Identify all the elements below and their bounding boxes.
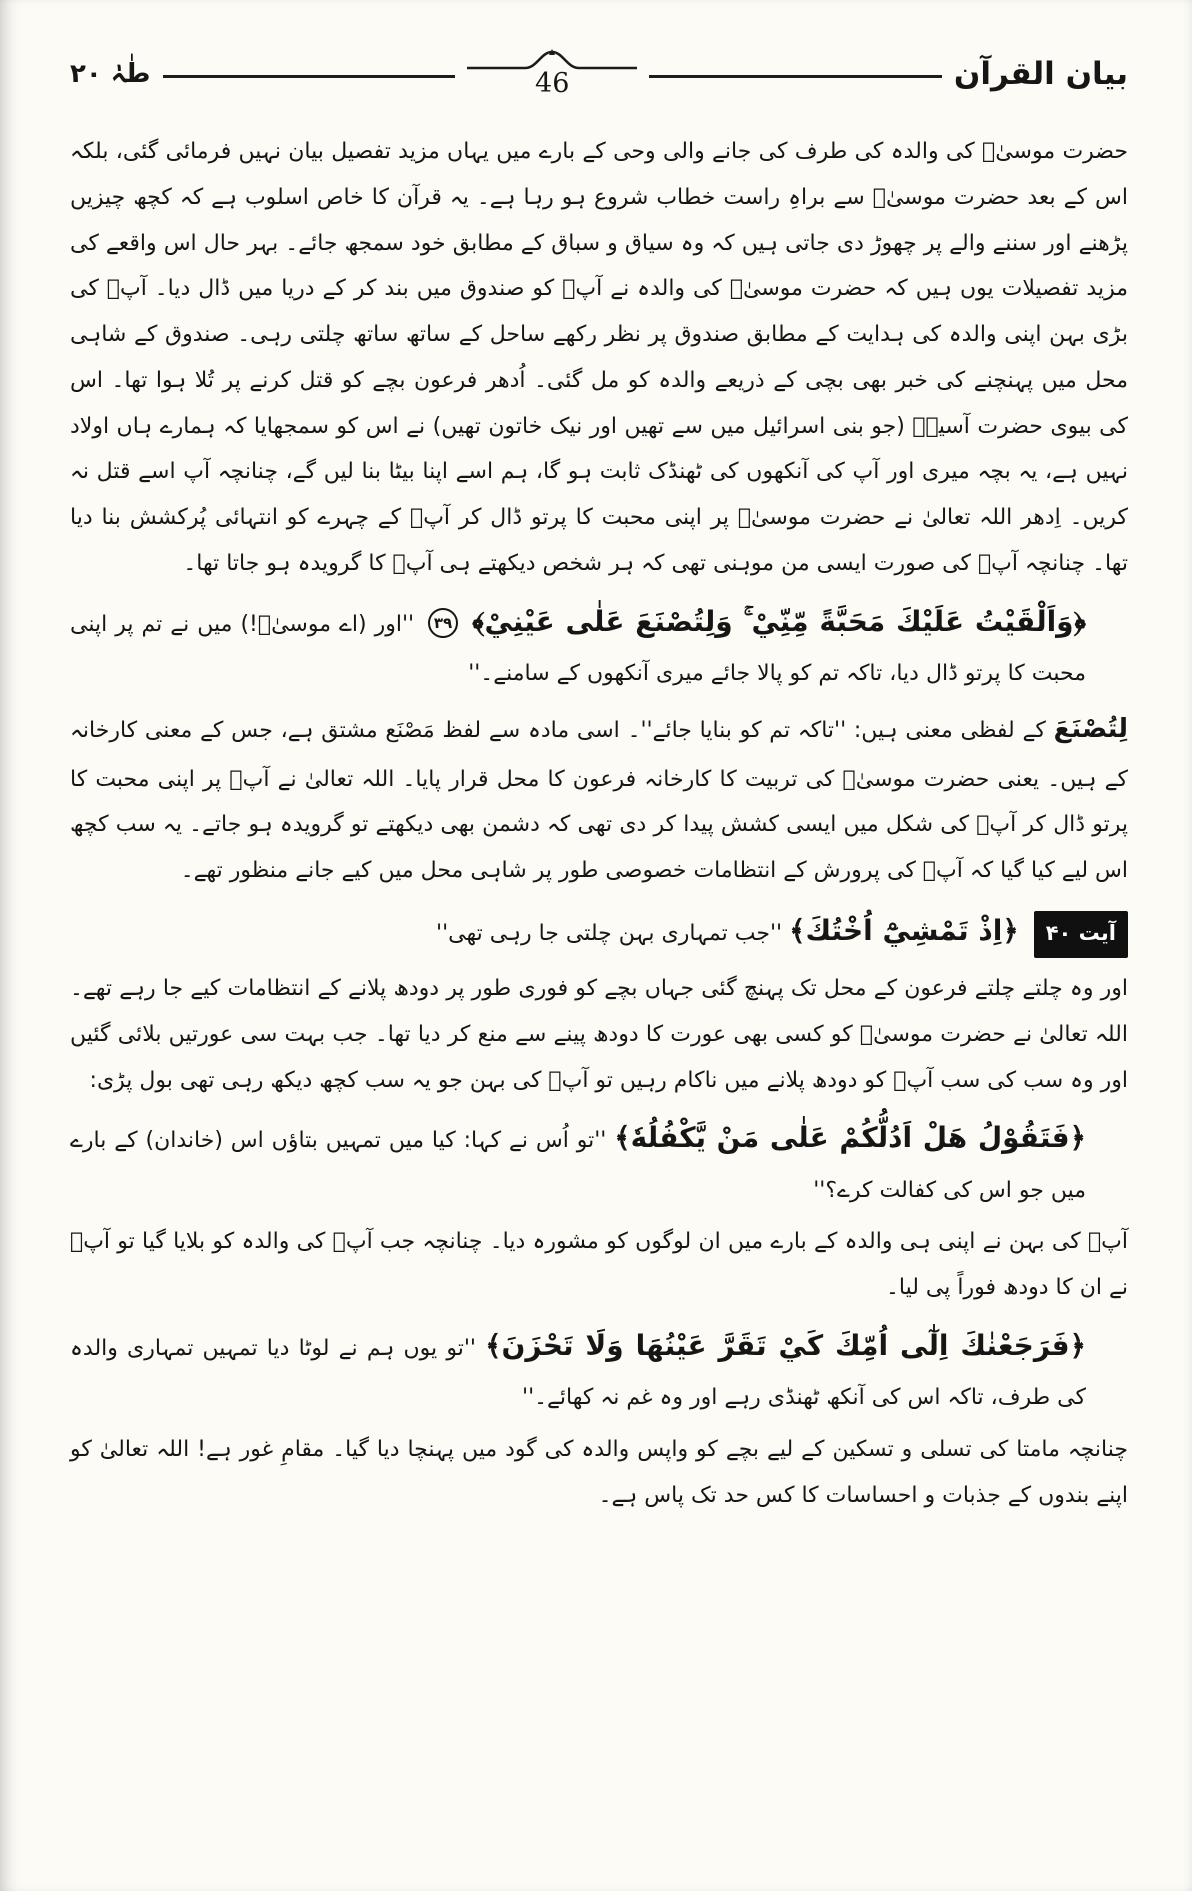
commentary-paragraph: آپؑ کی بہن نے اپنی ہی والدہ کے بارے میں ان لوگوں کو مشورہ دیا۔ چنانچہ جب آپؑ کی والدہ کو بلایا گیا تو آپؑ نے ان کا دودھ فوراً پی لیا۔	[70, 1229, 1128, 1301]
page-number-ornament	[467, 48, 637, 99]
commentary-paragraph: حضرت موسیٰؑ کی والدہ کی طرف کی جانے والی وحی کے بارے میں یہاں مزید تفصیل بیان نہیں فرمائی گئی، بلکہ اس کے بعد حضرت موسیٰؑ سے براہِ راست خطاب شروع ہو رہا ہے۔ یہ قرآن کا خاص اسلوب ہے کہ کچھ چیزیں پڑھنے اور سننے والے پر چھوڑ دی جاتی ہیں کہ وہ سیاق و سباق کے مطابق خود سمجھ جائے۔ بہر حال اس واقعے کی مزید تفصیلات یوں ہیں کہ حضرت موسیٰؑ کی والدہ نے آپؑ کو صندوق میں بند کر کے دریا میں ڈال دیا۔ آپؑ کی بڑی بہن اپنی والدہ کی ہدایت کے مطابق صندوق پر نظر رکھے ساحل کے ساتھ ساتھ چلتی رہی۔ صندوق کے شاہی محل میں پہنچنے کی خبر بھی بچی کے ذریعے والدہ کو مل گئی۔ اُدھر فرعون بچے کو قتل کرنے پر تُلا ہوا تھا۔ اس کی بیوی حضرت آسیہؓ (جو بنی اسرائیل میں سے تھیں اور نیک خاتون تھیں) نے اس کو سمجھایا کہ ہمارے ہاں اولاد نہیں ہے، یہ بچہ میری اور آپ کی آنکھوں کی ٹھنڈک ثابت ہو گا، ہم اسے اپنا بیٹا بنا لیں گے، چنانچہ آپ اسے قتل نہ کریں۔ اِدھر اللہ تعالیٰ نے حضرت موسیٰؑ پر اپنی محبت کا پرتو ڈال کر آپؑ کے چہرے کو انتہائی پُرکشش بنا دیا تھا۔ چنانچہ آپؑ کی صورت ایسی من موہنی تھی کہ ہر شخص دیکھتے ہی آپؑ کا گرویدہ ہو جاتا تھا۔	[70, 139, 1128, 576]
page-body	[70, 129, 1128, 1518]
arabic-verse: ﴿فَرَجَعْنٰكَ اِلٰٓى اُمِّكَ كَيْ تَقَرَّ عَيْنُهَا وَلَا تَحْزَنَ﴾	[485, 1328, 1086, 1362]
ayah-number-badge: آیت ۴۰	[1034, 911, 1128, 959]
quran-verse-block	[70, 593, 1128, 697]
ayah-heading-line	[70, 902, 1128, 960]
commentary-paragraph: اور وہ چلتے چلتے فرعون کے محل تک پہنچ گئی جہاں بچے کو فوری طور پر دودھ پلانے کے انتظامات کیے جا رہے تھے۔ اللہ تعالیٰ نے حضرت موسیٰؑ کو کسی بھی عورت کا دودھ پینے سے منع کر دیا تھا۔ جب بہت سی عورتیں بلائی گئیں اور وہ سب کی سب آپؑ کو دودھ پلانے میں ناکام رہیں تو آپؑ کی بہن جو یہ سب کچھ دیکھ رہی تھی بول پڑی:	[70, 976, 1128, 1093]
arabic-term: لِتُصْنَعَ	[1053, 714, 1128, 745]
quran-verse-block	[70, 1317, 1128, 1421]
arabic-verse: ﴿اِذْ تَمْشِيْٓ اُخْتُكَ﴾	[789, 913, 1019, 947]
verse-translation: ''اور (اے موسیٰؑ!) میں نے تم پر اپنی محبت کا پرتو ڈال دیا، تاکہ تم کو پالا جائے میری آنکھوں کے سامنے۔''	[70, 611, 1086, 686]
arabic-verse: ﴿فَتَقُوْلُ هَلْ اَدُلُّكُمْ عَلٰى مَنْ يَّكْفُلُهٗ﴾	[614, 1121, 1086, 1155]
ayah-number-circle: ۳۹	[428, 608, 458, 638]
surah-reference: طٰہٰ ۲۰	[69, 58, 151, 89]
paragraph-text: کے لفظی معنی ہیں: ''تاکہ تم کو بنایا جائے''۔ اسی مادہ سے لفظ مَصْنَع مشتق ہے، جس کے معنی کارخانہ کے ہیں۔ یعنی حضرت موسیٰؑ کی تربیت کا کارخانہ فرعون کا محل قرار پایا۔ اللہ تعالیٰ نے آپؑ پر اپنی محبت کا پرتو ڈال کر آپؑ کی شکل میں ایسی کشش پیدا کر دی تھی کہ دشمن بھی دیکھتے تو گرویدہ ہو جاتے۔ یہ سب کچھ اس لیے کیا گیا کہ آپؑ کی پرورش کے انتظامات خصوصی طور پر شاہی محل میں کیے جانے منظور تھے۔	[70, 718, 1128, 884]
quran-verse-block	[70, 1109, 1128, 1213]
verse-translation: ''تو یوں ہم نے لوٹا دیا تمہیں تمہاری والدہ کی طرف، تاکہ اس کی آنکھ ٹھنڈی رہے اور وہ غم نہ کھائے۔''	[70, 1335, 1086, 1411]
verse-translation: ''تو اُس نے کہا: کیا میں تمہیں بتاؤں اس (خاندان) کے بارے میں جو اس کی کفالت کرے؟''	[70, 1128, 1086, 1203]
header-rule-right	[649, 75, 942, 78]
header-rule-left	[163, 75, 456, 78]
page-number: 46	[535, 68, 570, 99]
book-title: بیان القرآن	[953, 55, 1128, 92]
verse-translation: ''جب تمہاری بہن چلتی جا رہی تھی''	[436, 920, 783, 946]
arabic-verse: ﴿وَاَلْقَيْتُ عَلَيْكَ مَحَبَّةً مِّنِّيْ ۚ وَلِتُصْنَعَ عَلٰى عَيْنِيْ﴾	[472, 604, 1086, 638]
commentary-paragraph: چنانچہ مامتا کی تسلی و تسکین کے لیے بچے کو واپس والدہ کی گود میں پہنچا دیا گیا۔ مقامِ غور ہے! اللہ تعالیٰ کو اپنے بندوں کے جذبات و احساسات کا کس حد تک پاس ہے۔	[70, 1436, 1128, 1508]
commentary-paragraph	[70, 702, 1128, 893]
page-header	[70, 48, 1128, 99]
